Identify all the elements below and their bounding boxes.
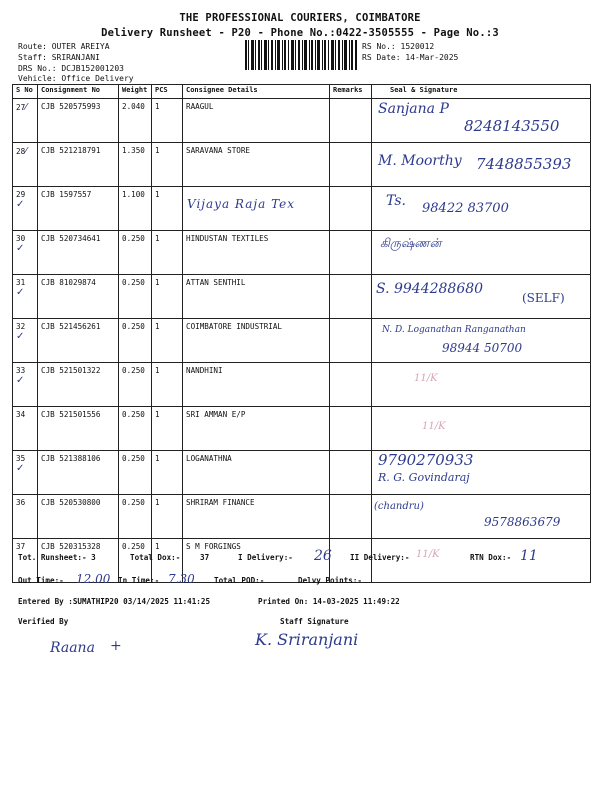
table-row bbox=[13, 363, 591, 407]
table-row bbox=[13, 495, 591, 539]
consignment-cell: CJB 520315328 bbox=[38, 539, 119, 583]
handwritten-signature: கிருஷ்ணன் bbox=[380, 236, 442, 250]
out-time-label: Out Time:- bbox=[18, 576, 64, 585]
remarks-cell bbox=[330, 99, 372, 143]
col-header-sno: S No bbox=[13, 85, 38, 99]
tick-icon: ✓ bbox=[16, 463, 25, 474]
sno-cell: 27⁄ bbox=[13, 99, 38, 143]
weight-cell: 0.250 bbox=[119, 495, 152, 539]
plus-mark-icon: + bbox=[110, 638, 122, 654]
consignment-cell: CJB 521388106 bbox=[38, 451, 119, 495]
handwritten-consignee: Vijaya Raja Tex bbox=[187, 197, 296, 211]
signature-cell bbox=[372, 187, 591, 231]
entered-by: Entered By :SUMATHIP20 03/14/2025 11:41:25 bbox=[18, 597, 211, 606]
pcs-cell: 1 bbox=[152, 539, 183, 583]
consignee-cell: RAAGUL bbox=[183, 99, 330, 143]
barcode-icon bbox=[245, 40, 357, 70]
handwritten-phone: 98422 83700 bbox=[422, 201, 509, 216]
verified-by-label: Verified By bbox=[18, 617, 69, 626]
consignment-cell: CJB 520575993 bbox=[38, 99, 119, 143]
runsheet-table bbox=[12, 84, 591, 583]
remarks-cell bbox=[330, 451, 372, 495]
printed-on: Printed On: 14-03-2025 11:49:22 bbox=[258, 597, 400, 606]
return-mark: 11/K bbox=[414, 373, 438, 384]
handwritten-signature: R. G. Govindaraj bbox=[378, 471, 470, 484]
pcs-cell: 1 bbox=[152, 275, 183, 319]
pcs-cell: 1 bbox=[152, 363, 183, 407]
consignee-cell: NANDHINI bbox=[183, 363, 330, 407]
return-mark: 11/K bbox=[422, 421, 446, 432]
table-row bbox=[13, 99, 591, 143]
consignment-cell: CJB 521501556 bbox=[38, 407, 119, 451]
signature-cell bbox=[372, 231, 591, 275]
remarks-cell bbox=[330, 319, 372, 363]
out-time-value: 12.00 bbox=[76, 572, 111, 586]
sno-cell: 37 bbox=[13, 539, 38, 583]
consignee-cell: COIMBATORE INDUSTRIAL bbox=[183, 319, 330, 363]
tot-runsheet: Tot. Runsheet:- 3 bbox=[18, 553, 96, 562]
consignee-cell: SRI AMMAN E/P bbox=[183, 407, 330, 451]
col-header-pcs: PCS bbox=[152, 85, 183, 99]
remarks-cell bbox=[330, 143, 372, 187]
handwritten-signature: M. Moorthy bbox=[378, 153, 462, 169]
staff-signature-label: Staff Signature bbox=[280, 617, 349, 626]
pcs-cell: 1 bbox=[152, 99, 183, 143]
in-time-value: 7.30 bbox=[168, 572, 195, 586]
rtn-dox-label: RTN Dox:- bbox=[470, 553, 512, 562]
sno-cell: 28⁄ bbox=[13, 143, 38, 187]
pcs-cell: 1 bbox=[152, 319, 183, 363]
table-row bbox=[13, 231, 591, 275]
remarks-cell bbox=[330, 495, 372, 539]
tick-icon: ⁄ bbox=[25, 146, 27, 157]
col-header-remarks: Remarks bbox=[330, 85, 372, 99]
tick-icon: ✓ bbox=[16, 331, 25, 342]
consignee-cell: SHRIRAM FINANCE bbox=[183, 495, 330, 539]
sno-cell: 31 ✓ bbox=[13, 275, 38, 319]
pcs-cell: 1 bbox=[152, 231, 183, 275]
signature-cell bbox=[372, 143, 591, 187]
table-row bbox=[13, 143, 591, 187]
table-row bbox=[13, 275, 591, 319]
remarks-cell bbox=[330, 187, 372, 231]
signature-cell bbox=[372, 451, 591, 495]
rs-date-text: RS Date: 14-Mar-2025 bbox=[362, 53, 459, 62]
total-pod-label: Total POD:- bbox=[214, 576, 265, 585]
tick-icon: ✓ bbox=[16, 199, 25, 210]
route-text: Route: OUTER AREIYA bbox=[18, 42, 110, 51]
consignment-cell: CJB 521456261 bbox=[38, 319, 119, 363]
sno-cell: 32 ✓ bbox=[13, 319, 38, 363]
consignee-cell: SARAVANA STORE bbox=[183, 143, 330, 187]
vehicle-text: Vehicle: Office Delivery bbox=[18, 74, 134, 83]
signature-cell bbox=[372, 363, 591, 407]
company-title: THE PROFESSIONAL COURIERS, COIMBATORE bbox=[179, 12, 421, 24]
consignment-cell: CJB 521218791 bbox=[38, 143, 119, 187]
weight-cell: 2.040 bbox=[119, 99, 152, 143]
remarks-cell bbox=[330, 363, 372, 407]
drs-text: DRS No.: DCJB152001203 bbox=[18, 64, 124, 73]
weight-cell: 1.350 bbox=[119, 143, 152, 187]
weight-cell: 0.250 bbox=[119, 231, 152, 275]
runsheet-subtitle: Delivery Runsheet - P20 - Phone No.:0422-3505555 - Page No.:3 bbox=[101, 27, 499, 39]
pcs-cell: 1 bbox=[152, 407, 183, 451]
tick-icon: ✓ bbox=[16, 243, 25, 254]
col-header-consignment: Consignment No bbox=[38, 85, 119, 99]
handwritten-note: (SELF) bbox=[522, 291, 565, 305]
tick-icon: ✓ bbox=[16, 287, 25, 298]
weight-cell: 1.100 bbox=[119, 187, 152, 231]
tick-icon: ✓ bbox=[16, 375, 25, 386]
ii-delivery-label: II Delivery:- bbox=[350, 553, 410, 562]
remarks-cell bbox=[330, 407, 372, 451]
handwritten-phone: 98944 50700 bbox=[442, 341, 523, 355]
pcs-cell: 1 bbox=[152, 451, 183, 495]
consignee-cell bbox=[183, 187, 330, 231]
table-row bbox=[13, 187, 591, 231]
signature-cell bbox=[372, 319, 591, 363]
col-header-weight: Weight bbox=[119, 85, 152, 99]
signature-cell bbox=[372, 495, 591, 539]
consignee-cell: ATTAN SENTHIL bbox=[183, 275, 330, 319]
i-delivery-label: I Delivery:- bbox=[238, 553, 293, 562]
remarks-cell bbox=[330, 231, 372, 275]
weight-cell: 0.250 bbox=[119, 539, 152, 583]
handwritten-signature: Sanjana P bbox=[378, 101, 449, 117]
delvy-points-label: Delvy Points:- bbox=[298, 576, 363, 585]
total-dox-label: Total Dox:- bbox=[130, 553, 181, 562]
consignment-cell: CJB 521501322 bbox=[38, 363, 119, 407]
consignee-cell: LOGANATHNA bbox=[183, 451, 330, 495]
weight-cell: 0.250 bbox=[119, 363, 152, 407]
handwritten-phone: 7448855393 bbox=[476, 155, 572, 173]
handwritten-signature: N. D. Loganathan Ranganathan bbox=[382, 325, 526, 335]
staff-text: Staff: SRIRANJANI bbox=[18, 53, 100, 62]
pcs-cell: 1 bbox=[152, 495, 183, 539]
sno-cell: 35 ✓ bbox=[13, 451, 38, 495]
tick-icon: ⁄ bbox=[25, 102, 27, 113]
weight-cell: 0.250 bbox=[119, 407, 152, 451]
handwritten-phone: 9790270933 bbox=[378, 451, 474, 469]
consignment-cell: CJB 520734641 bbox=[38, 231, 119, 275]
remarks-cell bbox=[330, 275, 372, 319]
sno-cell: 34 bbox=[13, 407, 38, 451]
rtn-dox-value: 11 bbox=[520, 548, 538, 564]
handwritten-signature: S. 9944288680 bbox=[376, 281, 484, 297]
col-header-seal-signature: Seal & Signature bbox=[372, 85, 591, 99]
handwritten-signature: (chandru) bbox=[374, 501, 424, 512]
consignment-cell: CJB 81029874 bbox=[38, 275, 119, 319]
signature-cell bbox=[372, 99, 591, 143]
handwritten-signature: Ts. bbox=[386, 193, 406, 209]
total-dox-value: 37 bbox=[200, 553, 210, 562]
table-row bbox=[13, 319, 591, 363]
signature-cell bbox=[372, 407, 591, 451]
handwritten-phone: 8248143550 bbox=[464, 117, 560, 135]
signature-cell bbox=[372, 275, 591, 319]
weight-cell: 0.250 bbox=[119, 319, 152, 363]
table-row bbox=[13, 451, 591, 495]
handwritten-phone: 9578863679 bbox=[484, 515, 561, 529]
staff-signature: K. Sriranjani bbox=[255, 630, 359, 649]
consignee-cell: HINDUSTAN TEXTILES bbox=[183, 231, 330, 275]
consignment-cell: CJB 1597557 bbox=[38, 187, 119, 231]
in-time-label: In Time:- bbox=[118, 576, 160, 585]
consignee-cell: S M FORGINGS bbox=[183, 539, 330, 583]
sno-cell: 36 bbox=[13, 495, 38, 539]
return-mark: 11/K bbox=[416, 549, 440, 560]
table-header-row bbox=[13, 85, 591, 99]
verified-signature: Raana bbox=[50, 640, 95, 656]
pcs-cell: 1 bbox=[152, 187, 183, 231]
i-delivery-value: 26 bbox=[314, 548, 332, 564]
rs-no-text: RS No.: 1520012 bbox=[362, 42, 435, 51]
sno-cell: 30 ✓ bbox=[13, 231, 38, 275]
sno-cell: 33 ✓ bbox=[13, 363, 38, 407]
table-row bbox=[13, 407, 591, 451]
pcs-cell: 1 bbox=[152, 143, 183, 187]
col-header-consignee: Consignee Details bbox=[183, 85, 330, 99]
sno-cell: 29 ✓ bbox=[13, 187, 38, 231]
weight-cell: 0.250 bbox=[119, 275, 152, 319]
weight-cell: 0.250 bbox=[119, 451, 152, 495]
consignment-cell: CJB 520530800 bbox=[38, 495, 119, 539]
